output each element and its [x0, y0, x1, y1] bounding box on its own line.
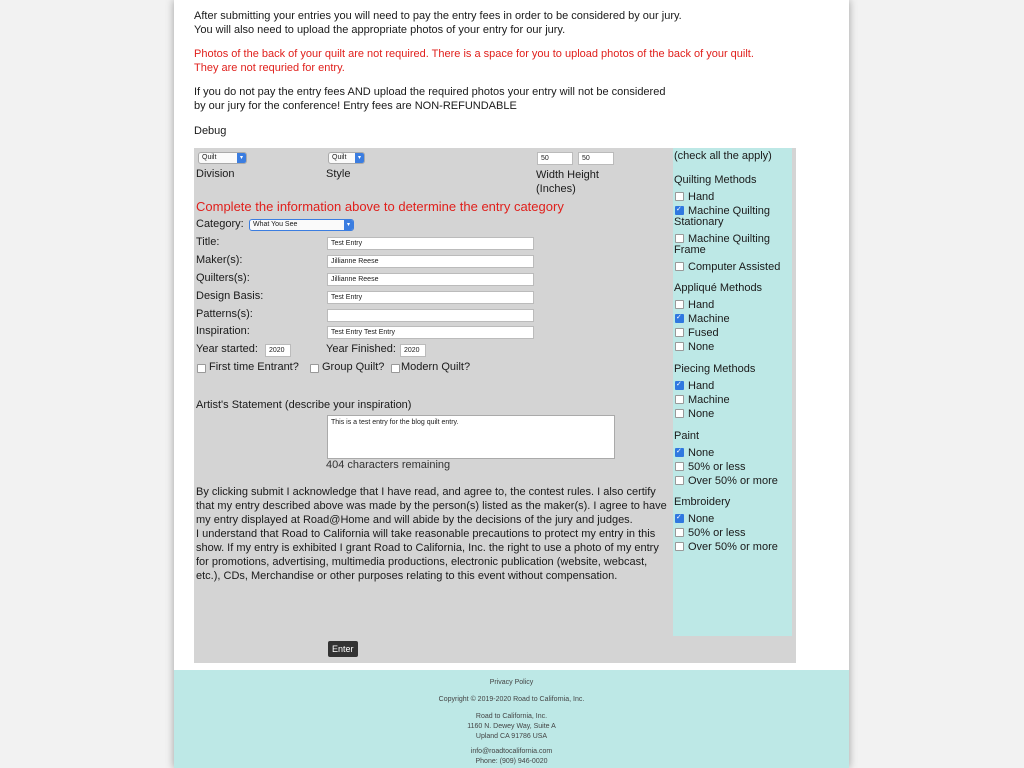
piecing-methods-heading: Piecing Methods	[674, 363, 756, 375]
applique-methods-heading: Appliqué Methods	[674, 282, 763, 294]
chevron-down-icon: ▾	[344, 220, 353, 230]
width-input[interactable]: 50	[537, 152, 573, 165]
option-label: None	[688, 408, 715, 420]
patterns-input[interactable]	[327, 309, 534, 322]
makers-label: Maker(s):	[196, 254, 243, 266]
piecing-none-checkbox[interactable]	[675, 409, 684, 418]
chevron-down-icon: ▾	[355, 153, 364, 163]
enter-button[interactable]: Enter	[328, 641, 358, 657]
option-label: Machine Quilting	[688, 233, 770, 245]
embroidery-heading: Embroidery	[674, 496, 731, 508]
privacy-policy-link[interactable]: Privacy Policy	[489, 679, 534, 686]
quilting-machine-stationary-checkbox[interactable]	[675, 206, 684, 215]
option-label: Hand	[688, 299, 715, 311]
division-value: Quilt	[202, 154, 217, 161]
intro-text: If you do not pay the entry fees AND upload the required photos your entry will not be considered	[194, 86, 666, 98]
option-label-continued: Frame	[674, 244, 706, 256]
modern-quilt-label: Modern Quilt?	[401, 361, 471, 373]
entry-form	[194, 148, 796, 663]
applique-machine-checkbox[interactable]	[675, 314, 684, 323]
statement-label: Artist's Statement (describe your inspiration)	[196, 399, 412, 411]
option-label: None	[688, 447, 715, 459]
division-select[interactable]	[198, 152, 247, 164]
embroidery-over-checkbox[interactable]	[675, 542, 684, 551]
email-link[interactable]: info@roadtocalifornia.com	[470, 748, 553, 755]
phone-number: Phone: (909) 946-0020	[475, 758, 548, 765]
legal-text	[196, 485, 672, 583]
option-label: None	[688, 341, 715, 353]
option-label: Machine Quilting	[688, 205, 770, 217]
title-input[interactable]: Test Entry	[327, 237, 534, 250]
copyright: Copyright © 2019-2020 Road to California, Inc.	[438, 696, 585, 703]
modern-quilt-checkbox[interactable]	[391, 364, 400, 373]
address-line: 1160 N. Dewey Way, Suite A	[467, 723, 556, 730]
piecing-hand-checkbox[interactable]	[675, 381, 684, 390]
option-label: Hand	[688, 380, 715, 392]
piecing-machine-checkbox[interactable]	[675, 395, 684, 404]
embroidery-less-checkbox[interactable]	[675, 528, 684, 537]
dimensions-label	[536, 168, 599, 196]
year-finished-label: Year Finished:	[326, 343, 396, 355]
option-label: Over 50% or more	[688, 541, 778, 553]
applique-hand-checkbox[interactable]	[675, 300, 684, 309]
first-time-checkbox[interactable]	[197, 364, 206, 373]
applique-fused-checkbox[interactable]	[675, 328, 684, 337]
address-line: Upland CA 91786 USA	[475, 733, 548, 740]
applique-none-checkbox[interactable]	[675, 342, 684, 351]
quilters-input[interactable]: Jillianne Reese	[327, 273, 534, 286]
intro-paragraph-3	[194, 85, 834, 113]
option-label-continued: Stationary	[674, 216, 724, 228]
year-started-label: Year started:	[196, 343, 258, 355]
first-time-label: First time Entrant?	[209, 361, 299, 373]
option-label: Over 50% or more	[688, 475, 778, 487]
design-basis-label: Design Basis:	[196, 290, 264, 302]
page	[174, 0, 849, 768]
category-label: Category:	[196, 218, 244, 230]
quilting-computer-checkbox[interactable]	[675, 262, 684, 271]
quilting-methods-heading: Quilting Methods	[674, 174, 757, 186]
address-line: Road to California, Inc.	[475, 713, 548, 720]
option-label: 50% or less	[688, 461, 746, 473]
quilters-label: Quilters(s):	[196, 272, 250, 284]
category-value: What You See	[253, 221, 298, 228]
year-finished-input[interactable]: 2020	[400, 344, 426, 357]
methods-panel	[673, 148, 792, 636]
option-label: Machine	[688, 394, 730, 406]
category-select[interactable]	[249, 219, 354, 231]
chars-remaining: 404 characters remaining	[326, 459, 451, 471]
check-all-note: (check all the apply)	[674, 150, 772, 162]
year-started-input[interactable]: 2020	[265, 344, 291, 357]
dimensions-label-line: Width Height	[536, 169, 599, 181]
paint-heading: Paint	[674, 430, 700, 442]
option-label: None	[688, 513, 715, 525]
inspiration-label: Inspiration:	[196, 325, 250, 337]
debug-label: Debug	[194, 125, 227, 137]
style-value: Quilt	[332, 154, 347, 161]
intro-paragraph-1	[194, 9, 834, 37]
group-quilt-label: Group Quilt?	[322, 361, 385, 373]
statement-textarea[interactable]: This is a test entry for the blog quilt entry.	[327, 415, 615, 459]
legal-paragraph: By clicking submit I acknowledge that I have read, and agree to, the contest rules. I also certify that my entry described above was made by the person(s) listed as the maker(s). I agree to have my entry displayed at Road@Home and will abide by the decisions of the jury and judges.	[196, 486, 667, 526]
notice-text: Photos of the back of your quilt are not required. There is a space for you to upload photos of the back of your quilt.	[194, 48, 754, 60]
style-select[interactable]	[328, 152, 365, 164]
option-label: Machine	[688, 313, 730, 325]
chevron-down-icon: ▾	[237, 153, 246, 163]
patterns-label: Patterns(s):	[196, 308, 253, 320]
paint-over-checkbox[interactable]	[675, 476, 684, 485]
legal-paragraph: I understand that Road to California will take reasonable precautions to protect my entry in this show. If my entry is exhibited I grant Road to California, Inc. the right to use a photo of my entry for promotions, advertising, multimedia productions, electronic publication (website, webcast, etc.), CDs, Merchandise or other purposes relating to this event without compensation.	[196, 528, 659, 582]
title-label: Title:	[196, 236, 220, 248]
style-label: Style	[326, 168, 351, 180]
makers-input[interactable]: Jillianne Reese	[327, 255, 534, 268]
option-label: 50% or less	[688, 527, 746, 539]
paint-less-checkbox[interactable]	[675, 462, 684, 471]
design-basis-input[interactable]: Test Entry	[327, 291, 534, 304]
division-label: Division	[196, 168, 235, 180]
intro-notice-red	[194, 47, 834, 75]
intro-text: After submitting your entries you will need to pay the entry fees in order to be considered by our jury.	[194, 10, 682, 22]
quilting-hand-checkbox[interactable]	[675, 192, 684, 201]
notice-text: They are not requried for entry.	[194, 62, 345, 74]
option-label: Fused	[688, 327, 719, 339]
option-label: Computer Assisted	[688, 261, 781, 273]
site-footer	[174, 670, 849, 768]
quilting-machine-frame-checkbox[interactable]	[675, 234, 684, 243]
group-quilt-checkbox[interactable]	[310, 364, 319, 373]
category-notice: Complete the information above to determine the entry category	[196, 199, 564, 214]
dimensions-label-line: (Inches)	[536, 183, 576, 195]
inspiration-input[interactable]: Test Entry Test Entry	[327, 326, 534, 339]
option-label: Hand	[688, 191, 715, 203]
embroidery-none-checkbox[interactable]	[675, 514, 684, 523]
paint-none-checkbox[interactable]	[675, 448, 684, 457]
intro-text: by our jury for the conference! Entry fees are NON-REFUNDABLE	[194, 100, 517, 112]
intro-text: You will also need to upload the appropriate photos of your entry for our jury.	[194, 24, 566, 36]
height-input[interactable]: 50	[578, 152, 614, 165]
